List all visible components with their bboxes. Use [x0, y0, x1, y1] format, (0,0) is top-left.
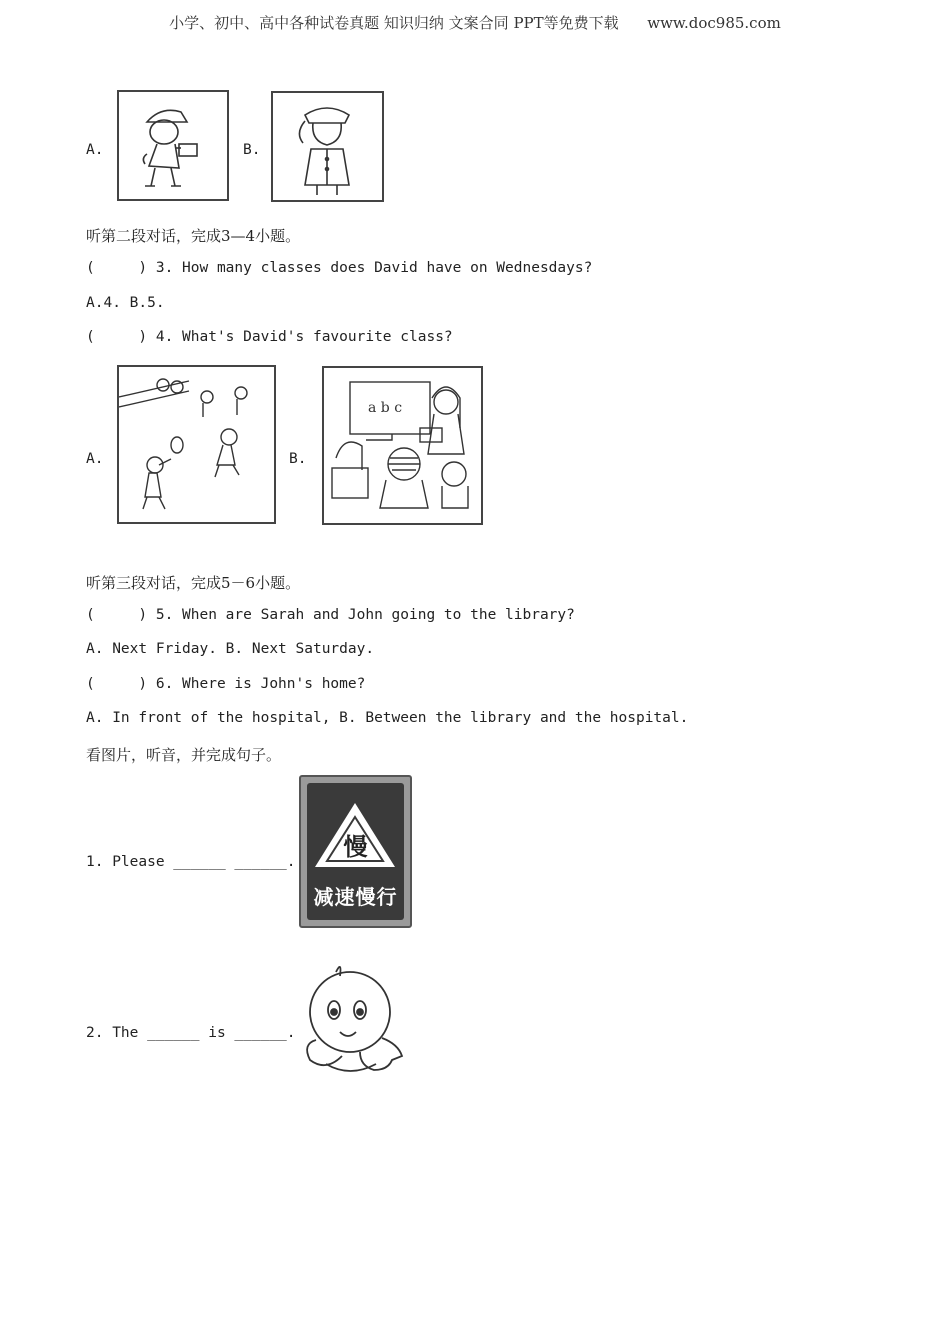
question-5: ( ) 5. When are Sarah and John going to the library? — [86, 607, 575, 623]
option-b-label: B. — [243, 142, 261, 158]
section4-title: 看图片，听音，并完成句子。 — [86, 746, 282, 764]
postman-drawing — [119, 92, 227, 199]
section2-title: 听第二段对话，完成3—4小题。 — [86, 227, 301, 245]
section3-title: 听第三段对话，完成5－6小题。 — [86, 574, 301, 592]
sentence-2: 2. The ______ is ______. — [86, 1025, 296, 1041]
happy-baby-drawing — [296, 960, 410, 1084]
english-class-picture — [322, 366, 483, 525]
question-4: ( ) 4. What's David's favourite class? — [86, 329, 453, 345]
question-6-options: A. In front of the hospital, B. Between the library and the hospital. — [86, 710, 689, 726]
sentence-1: 1. Please ______ ______. — [86, 854, 296, 870]
option-a-label: A. — [86, 142, 104, 158]
sign-text: 减速慢行 — [313, 885, 398, 909]
policeman-drawing — [273, 93, 382, 200]
sign-panel — [307, 783, 404, 920]
policeman-picture — [271, 91, 384, 202]
pe-class-drawing — [119, 367, 274, 522]
question-6: ( ) 6. Where is John's home? — [86, 676, 366, 692]
question-3: ( ) 3. How many classes does David have on Wednesdays? — [86, 260, 593, 276]
q4-option-a-label: A. — [86, 451, 104, 467]
board-letters: a b c — [368, 400, 403, 416]
pe-class-picture — [117, 365, 276, 524]
postman-picture — [117, 90, 229, 201]
q4-option-b-label: B. — [289, 451, 307, 467]
page-header: 小学、初中、高中各种试卷真题 知识归纳 文案合同 PPT等免费下载 www.doc985.com — [169, 14, 781, 32]
english-class-drawing — [324, 368, 481, 523]
question-5-options: A. Next Friday. B. Next Saturday. — [86, 641, 375, 657]
question-3-options: A.4. B.5. — [86, 295, 165, 311]
sign-character: 慢 — [343, 833, 368, 861]
happy-baby-picture — [296, 960, 410, 1084]
slow-down-sign — [299, 775, 412, 928]
